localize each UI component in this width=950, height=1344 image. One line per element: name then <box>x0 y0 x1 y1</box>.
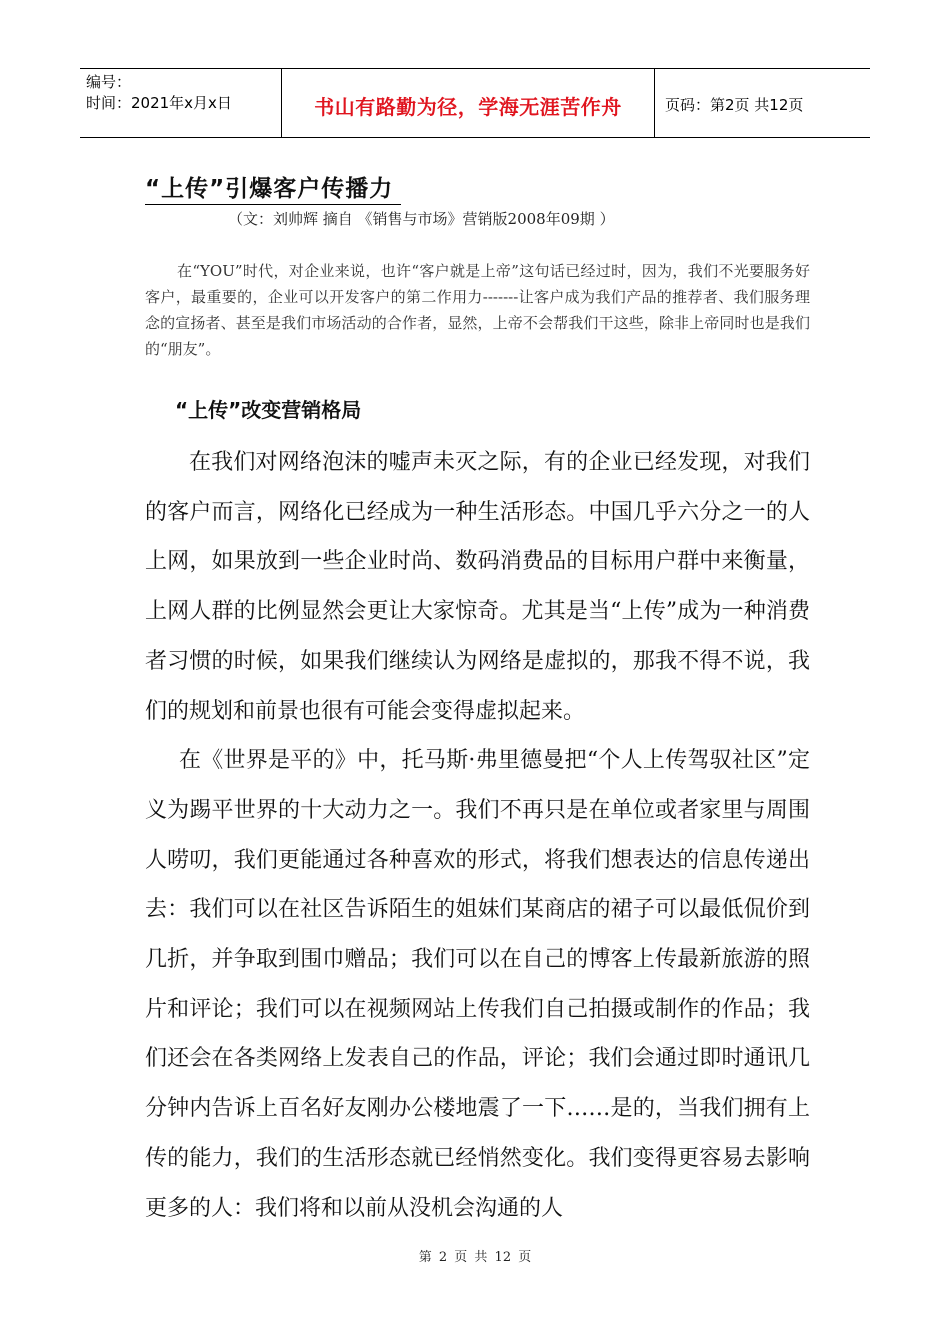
time-label: 时间：2021年x月x日 <box>86 94 232 112</box>
header-meta <box>80 69 282 137</box>
page-header <box>80 68 870 138</box>
number-label: 编号： <box>86 73 132 91</box>
section-title: “上传”改变营销格局 <box>175 398 362 422</box>
article-abstract: 在“YOU”时代，对企业来说，也许“客户就是上帝”这句话已经过时，因为，我们不光要服务好客户，最重要的，企业可以开发客户的第二作用力-------让客户成为我们产品的推荐者、我们服务理念的宣扬者、甚至是我们市场活动的合作者，显然，上帝不会帮我们干这些，除非上帝同时也是我们的“朋友”。 <box>145 262 810 358</box>
header-motto-cell <box>282 69 655 137</box>
body-paragraph: 在我们对网络泡沫的嘘声未灭之际，有的企业已经发现，对我们的客户而言，网络化已经成为一种生活形态。中国几乎六分之一的人上网，如果放到一些企业时尚、数码消费品的目标用户群中来衡量，上网人群的比例显然会更让大家惊奇。尤其是当“上传”成为一种消费者习惯的时候，如果我们继续认为网络是虚拟的，那我不得不说，我们的规划和前景也很有可能会变得虚拟起来。 <box>145 450 810 724</box>
page-footer: 第 2 页 共 12 页 <box>418 1250 532 1265</box>
page-label: 页码：第2页 共12页 <box>665 95 804 114</box>
body-paragraph: 在《世界是平的》中，托马斯·弗里德曼把“个人上传驾驭社区”定义为踢平世界的十大动力之一。我们不再只是在单位或者家里与周围人唠叨，我们更能通过各种喜欢的形式，将我们想表达的信息传递出去：我们可以在社区告诉陌生的姐妹们某商店的裙子可以最低侃价到几折，并争取到围巾赠品；我们可以在自己的博客上传最新旅游的照片和评论；我们可以在视频网站上传我们自己拍摄或制作的作品；我们还会在各类网络上发表自己的作品，评论；我们会通过即时通讯几分钟内告诉上百名好友刚办公楼地震了一下……是的，当我们拥有上传的能力，我们的生活形态就已经悄然变化。我们变得更容易去影响更多的人：我们将和以前从没机会沟通的人 <box>145 748 810 1221</box>
article-body <box>145 438 810 1233</box>
header-page-cell <box>655 69 870 137</box>
article-source: （文：刘帅辉 摘自 《销售与市场》营销版2008年09期 ） <box>228 210 615 228</box>
article-title: “上传”引爆客户传播力 <box>145 170 401 205</box>
header-motto: 书山有路勤为径，学海无涯苦作舟 <box>314 94 622 119</box>
